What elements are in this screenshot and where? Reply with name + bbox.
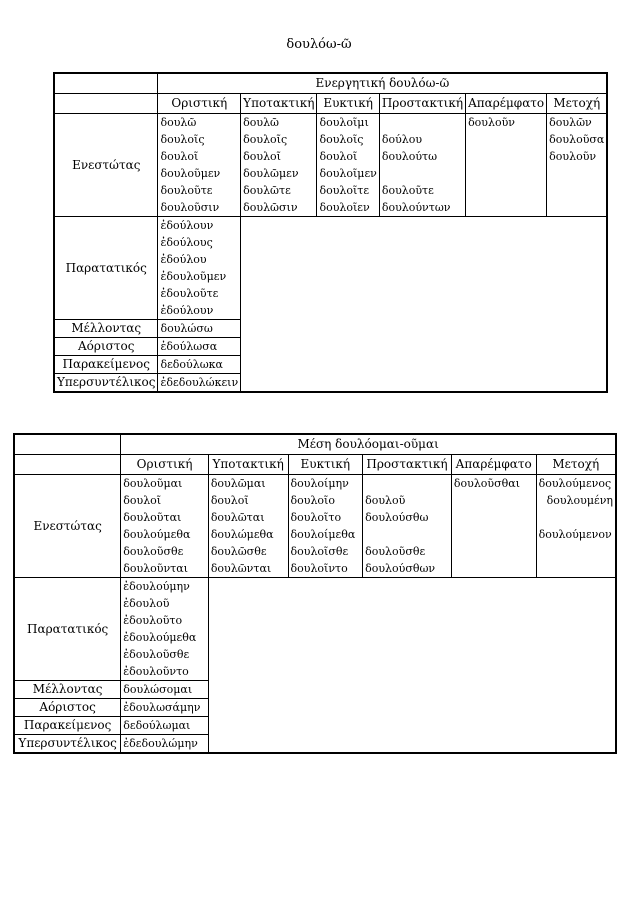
mood-header: Απαρέμφατο: [466, 94, 547, 114]
tense-label: Παρατατικός: [54, 217, 158, 320]
mood-header: Προστακτική: [363, 455, 452, 475]
tense-label: Αόριστος: [14, 699, 121, 717]
imperfect-forms: ἐδούλουν ἐδούλους ἐδούλου ἐδουλοῦμεν ἐδουλοῦτε ἐδούλουν: [158, 217, 241, 320]
mood-header: Μετοχή: [547, 94, 608, 114]
tense-form: ἐδεδουλώκειν: [158, 374, 241, 393]
infinitive-forms: δουλοῦσθαι: [451, 475, 536, 578]
infinitive-forms: δουλοῦν: [466, 114, 547, 217]
corner-cell: [54, 73, 158, 94]
tense-form: δουλώσω: [158, 320, 241, 338]
tense-label: Υπερσυντέλικος: [54, 374, 158, 393]
tense-form: ἐδουλωσάμην: [121, 699, 209, 717]
imperative-forms: δούλου δουλούτω δουλοῦτε δουλούντων: [379, 114, 465, 217]
tense-label: Υπερσυντέλικος: [14, 735, 121, 754]
middle-voice-table: [13, 433, 617, 754]
tense-label: Παρατατικός: [14, 578, 121, 681]
tense-label: Ενεστώτας: [54, 114, 158, 217]
indicative-forms: δουλοῦμαι δουλοῖ δουλοῦται δουλούμεθα δουλοῦσθε δουλοῦνται: [121, 475, 209, 578]
page-title: δουλόω-ῶ: [286, 37, 352, 52]
mood-header: Οριστική: [158, 94, 241, 114]
tense-form: ἐδεδουλώμην: [121, 735, 209, 754]
tense-label: Παρακείμενος: [54, 356, 158, 374]
mood-header: Υποτακτική: [208, 455, 288, 475]
tense-form: δεδούλωκα: [158, 356, 241, 374]
tense-form: δουλώσομαι: [121, 681, 209, 699]
optative-forms: δουλοίμην δουλοῖο δουλοῖτο δουλοίμεθα δουλοῖσθε δουλοῖντο: [288, 475, 363, 578]
subjunctive-forms: δουλῶ δουλοῖς δουλοῖ δουλῶμεν δουλῶτε δουλῶσιν: [241, 114, 317, 217]
corner-cell: [54, 94, 158, 114]
indicative-forms: δουλῶ δουλοῖς δουλοῖ δουλοῦμεν δουλοῦτε δουλοῦσιν: [158, 114, 241, 217]
mood-header: Υποτακτική: [241, 94, 317, 114]
mood-header: Προστακτική: [379, 94, 465, 114]
tense-label: Αόριστος: [54, 338, 158, 356]
tense-form: ἐδούλωσα: [158, 338, 241, 356]
tense-label: Παρακείμενος: [14, 717, 121, 735]
voice-title: Μέση δουλόομαι-οῦμαι: [121, 434, 616, 455]
voice-title: Ενεργητική δουλόω-ῶ: [158, 73, 607, 94]
imperfect-forms: ἐδουλούμην ἐδουλοῦ ἐδουλοῦτο ἐδουλούμεθα ἐδουλοῦσθε ἐδουλοῦντο: [121, 578, 209, 681]
tense-label: Ενεστώτας: [14, 475, 121, 578]
empty-region: [241, 217, 608, 393]
mood-header: Απαρέμφατο: [451, 455, 536, 475]
subjunctive-forms: δουλῶμαι δουλοῖ δουλῶται δουλώμεθα δουλῶσθε δουλῶνται: [208, 475, 288, 578]
mood-header: Ευκτική: [288, 455, 363, 475]
tense-form: δεδούλωμαι: [121, 717, 209, 735]
corner-cell: [14, 434, 121, 455]
empty-region: [208, 578, 616, 754]
mood-header: Οριστική: [121, 455, 209, 475]
tense-label: Μέλλοντας: [14, 681, 121, 699]
participle-forms: δουλῶν δουλοῦσα δουλοῦν: [547, 114, 608, 217]
mood-header: Μετοχή: [536, 455, 616, 475]
participle-forms: δουλούμενος δουλουμένη δουλούμενον: [536, 475, 616, 578]
corner-cell: [14, 455, 121, 475]
imperative-forms: δουλοῦ δουλούσθω δουλοῦσθε δουλούσθων: [363, 475, 452, 578]
tense-label: Μέλλοντας: [54, 320, 158, 338]
mood-header: Ευκτική: [317, 94, 379, 114]
active-voice-table: [53, 72, 608, 393]
optative-forms: δουλοῖμι δουλοῖς δουλοῖ δουλοῖμεν δουλοῖτε δουλοῖεν: [317, 114, 379, 217]
